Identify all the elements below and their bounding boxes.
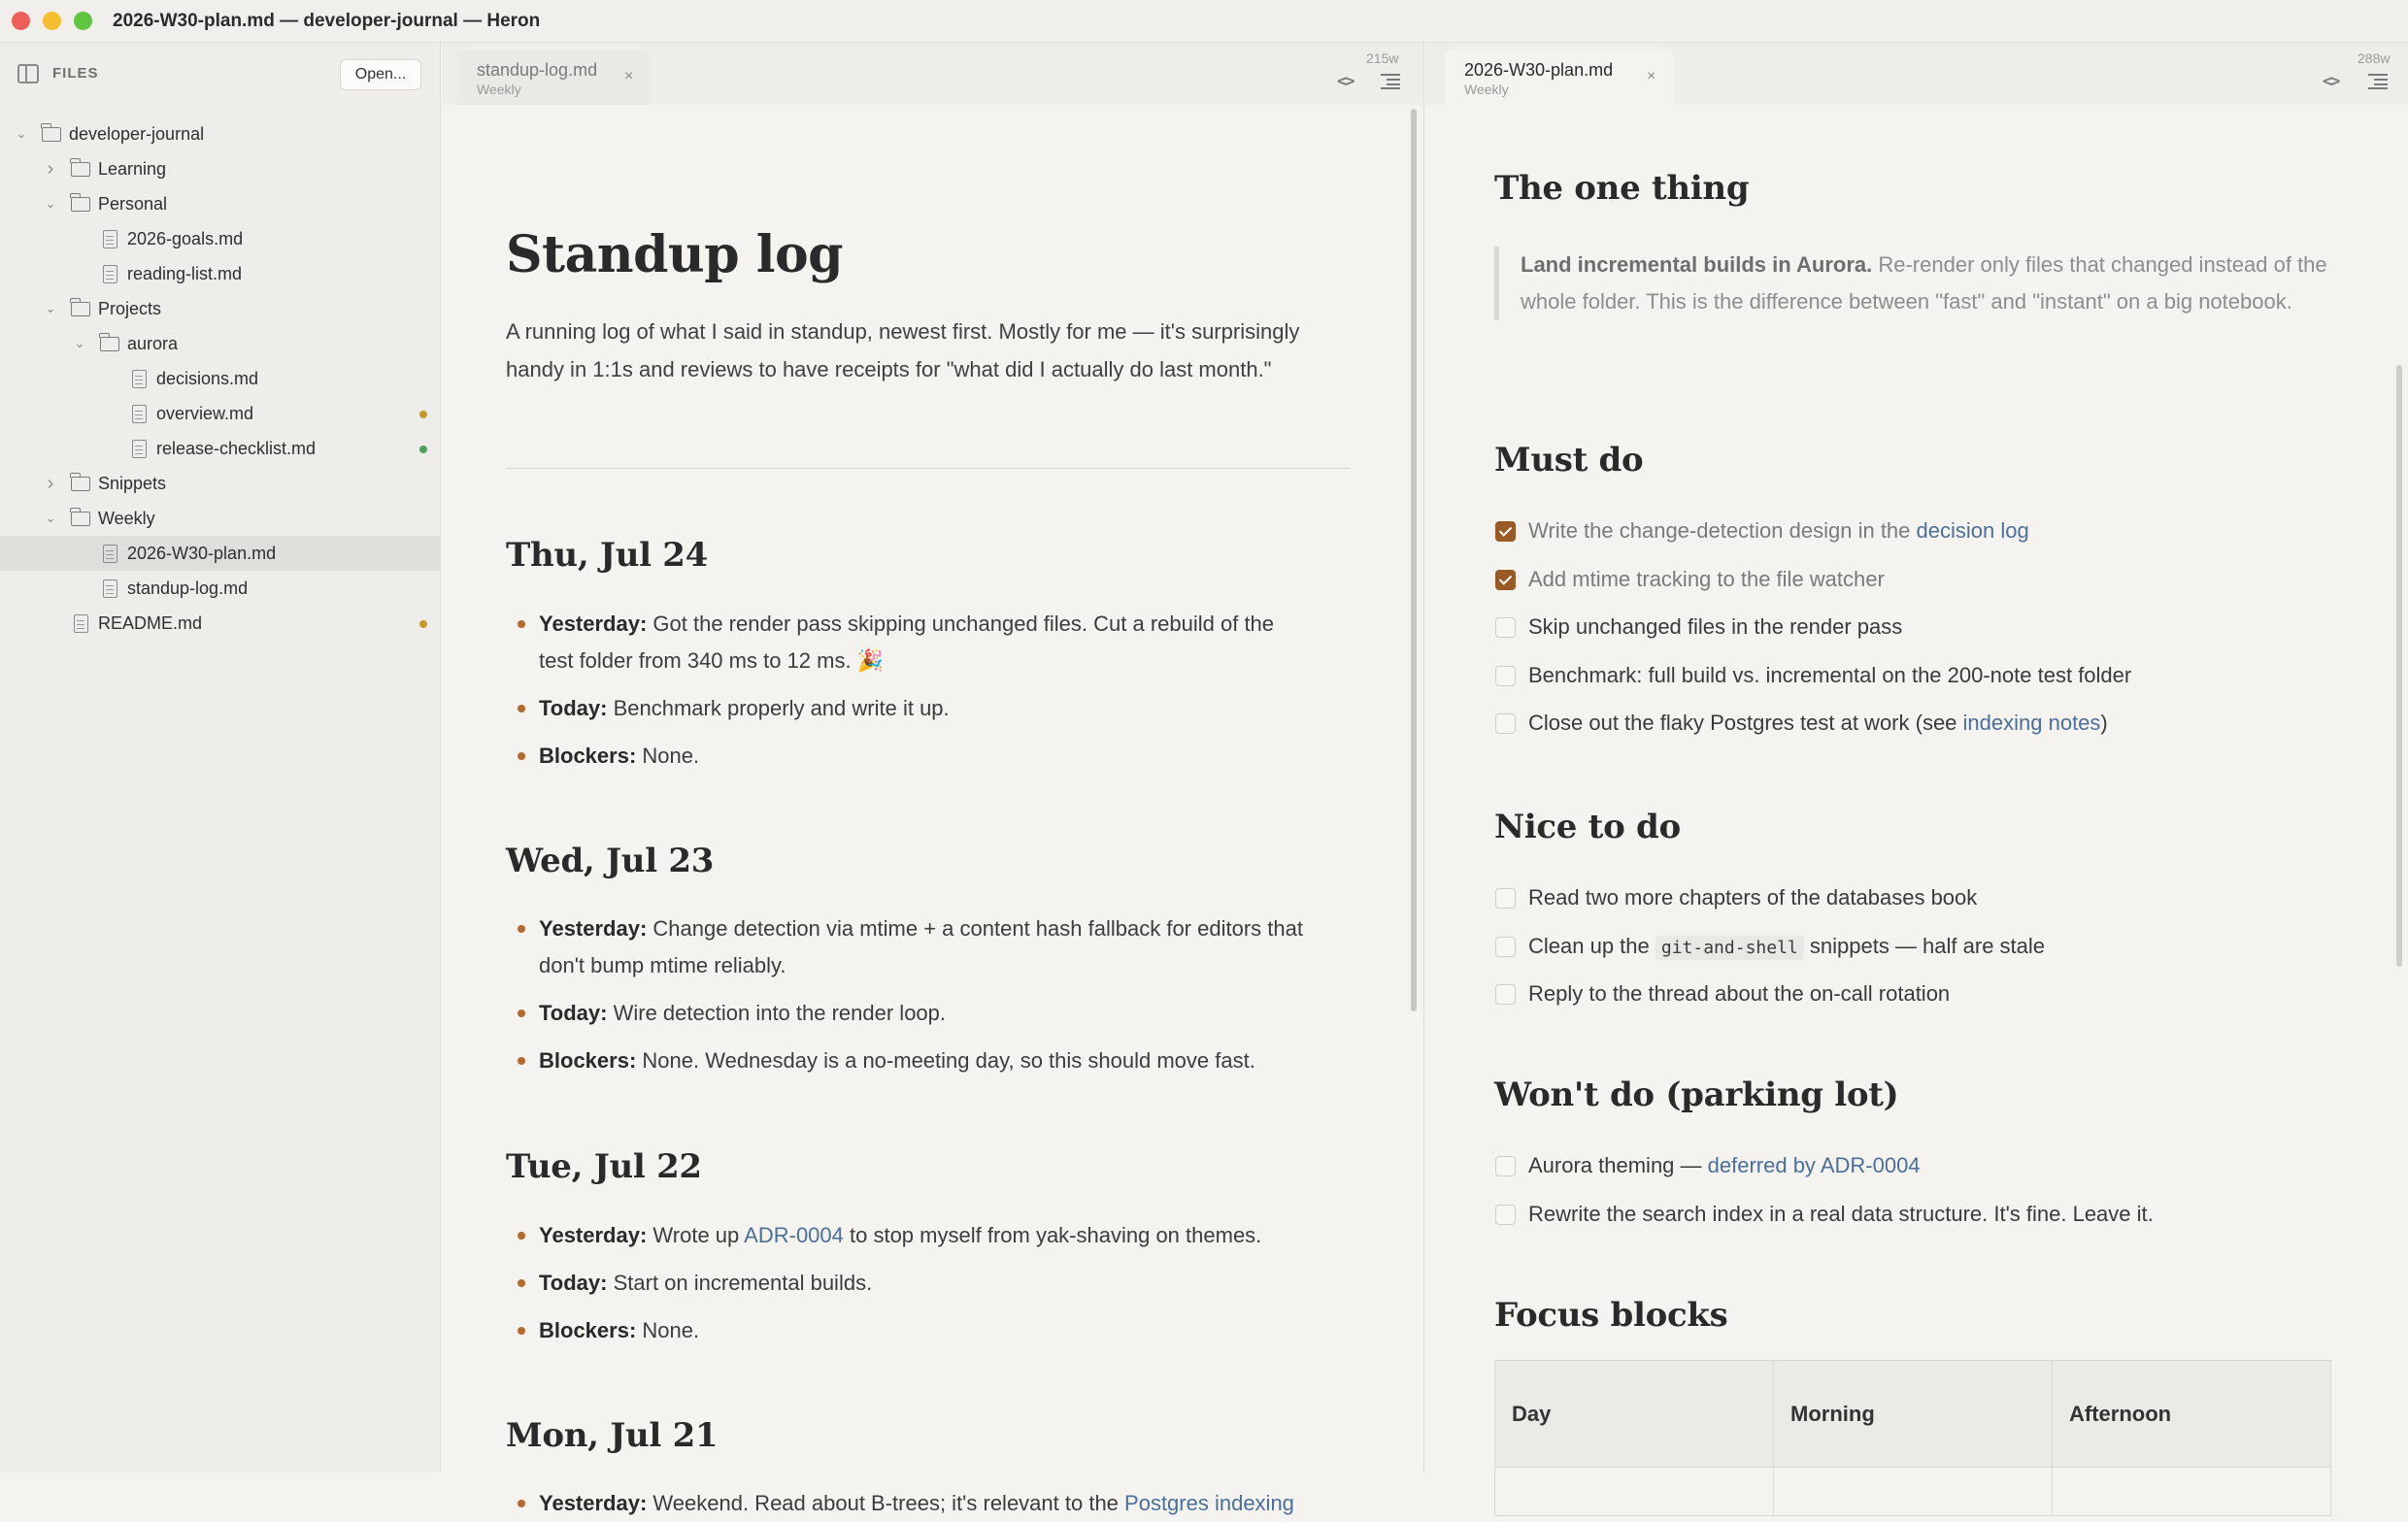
tree-file[interactable]: [0, 571, 441, 606]
task-text-part: Skip unchanged files in the render pass: [1528, 614, 1903, 640]
entry-date: Tue, Jul 22: [506, 1147, 702, 1186]
modified-status-dot: [419, 620, 427, 628]
tab-close-icon[interactable]: ×: [624, 68, 634, 84]
task-text-part: Reply to the thread about the on-call rotation: [1528, 981, 1951, 1007]
tab-bar: [442, 43, 1423, 105]
section-heading: Must do: [1494, 441, 1644, 480]
tree-file[interactable]: [0, 361, 441, 396]
task-checkbox[interactable]: [1495, 617, 1516, 638]
sidebar: [0, 43, 441, 1472]
blockquote: [1494, 247, 2349, 320]
tree-folder[interactable]: [0, 501, 441, 536]
tree-item-label: reading-list.md: [127, 264, 243, 283]
tree-folder[interactable]: [0, 186, 441, 221]
folder-icon: [71, 477, 90, 491]
tab-subtitle: Weekly: [1464, 82, 1509, 97]
task-item: [1495, 1149, 2369, 1182]
bullet-text: Weekend. Read about B-trees; it's relevant to the: [647, 1491, 1125, 1515]
file-icon: [132, 370, 147, 388]
task-text: [1528, 659, 2131, 692]
section-heading: The one thing: [1494, 169, 1750, 208]
task-text-part: snippets — half are stale: [1803, 933, 2046, 958]
entry-date: Thu, Jul 24: [506, 536, 708, 575]
bullet-label: Yesterday:: [539, 916, 648, 941]
source-view-icon[interactable]: <>: [2323, 72, 2339, 91]
tree-item-label: 2026-goals.md: [127, 229, 244, 248]
file-icon: [132, 440, 147, 458]
list-item: [539, 606, 1306, 679]
file-icon: [103, 579, 117, 598]
bullet-text: Benchmark properly and write it up.: [607, 696, 950, 720]
tree-item-label: Weekly: [98, 509, 155, 528]
task-item: [1495, 707, 2369, 740]
task-text: [1528, 514, 2029, 547]
bullet-text: Wrote up: [647, 1223, 745, 1247]
tree-folder[interactable]: [0, 116, 441, 151]
inline-code: git-and-shell: [1656, 936, 1804, 960]
tree-item-label: aurora: [127, 334, 179, 353]
bullet-label: Yesterday:: [539, 1223, 648, 1247]
open-button[interactable]: Open...: [340, 59, 421, 90]
file-tree: [0, 116, 441, 641]
close-window-button[interactable]: [12, 12, 30, 30]
task-text-part: Write the change-detection design in the: [1528, 518, 1917, 543]
modified-status-dot: [419, 411, 427, 418]
task-checkbox-checked[interactable]: [1495, 521, 1516, 542]
chevron-down-icon[interactable]: ⌄: [45, 511, 56, 525]
task-item: [1495, 977, 2369, 1010]
task-item: [1495, 659, 2369, 692]
tree-file[interactable]: [0, 396, 441, 431]
list-item: [539, 690, 1306, 727]
scrollbar[interactable]: [1409, 109, 1419, 1011]
folder-icon: [71, 197, 90, 212]
bullet-text: None.: [636, 1318, 700, 1342]
chevron-down-icon[interactable]: ⌄: [45, 196, 56, 211]
bullet-text: to stop myself from yak-shaving on themes.: [843, 1223, 1262, 1247]
tree-item-label: overview.md: [156, 404, 254, 423]
zoom-window-button[interactable]: [74, 12, 92, 30]
scrollbar-thumb[interactable]: [2396, 365, 2402, 967]
task-text-part: Clean up the: [1528, 933, 1656, 958]
tab-bar: [1425, 43, 2408, 105]
bullet-label: Today:: [539, 696, 608, 720]
outline-icon[interactable]: [2368, 74, 2390, 89]
section-heading: Focus blocks: [1494, 1296, 1728, 1335]
tree-file[interactable]: [0, 256, 441, 291]
title-bar: [0, 0, 2408, 43]
bullet-label: Blockers:: [539, 1048, 637, 1073]
task-checkbox[interactable]: [1495, 937, 1516, 957]
table-header-row: [1495, 1361, 2331, 1468]
task-text-part: Aurora theming —: [1528, 1153, 1708, 1177]
entry-date: Mon, Jul 21: [506, 1416, 719, 1455]
tree-item-label: Learning: [98, 159, 167, 179]
quote-text: Re-render only files that changed instead of the whole folder. This is the difference between "fast" and "instant" on a big notebook.: [1521, 252, 2327, 314]
column-header: Day: [1495, 1361, 1774, 1468]
folder-icon: [71, 162, 90, 177]
folder-icon: [42, 127, 61, 142]
tree-item-label: README.md: [98, 613, 203, 633]
table-cell: [2053, 1468, 2331, 1516]
tree-item-label: standup-log.md: [127, 579, 249, 598]
task-checkbox[interactable]: [1495, 1205, 1516, 1225]
task-checkbox[interactable]: [1495, 888, 1516, 909]
task-text: [1528, 1149, 1921, 1182]
folder-icon: [71, 512, 90, 526]
chevron-right-icon[interactable]: ›: [47, 158, 54, 180]
bullet-label: Yesterday:: [539, 612, 648, 636]
task-item: [1495, 1198, 2369, 1231]
tab-title: standup-log.md: [477, 60, 598, 80]
list-item: [539, 910, 1306, 984]
task-item: [1495, 930, 2369, 963]
bullet-text: None.: [636, 744, 700, 768]
task-text-part: Rewrite the search index in a real data structure. It's fine. Leave it.: [1528, 1201, 2154, 1226]
quote-bold: Land incremental builds in Aurora.: [1521, 252, 1873, 277]
tree-item-label: Projects: [98, 299, 162, 318]
file-icon: [103, 545, 117, 563]
file-icon: [74, 614, 88, 633]
bullet-text: Got the render pass skipping unchanged files. Cut a rebuild of the test folder from 340 ms to 12 ms. 🎉: [539, 612, 1275, 673]
outline-icon[interactable]: [1381, 74, 1402, 89]
bullet-text: Change detection via mtime + a content hash fallback for editors that don't bump mtime reliably.: [539, 916, 1303, 977]
tree-folder[interactable]: [0, 466, 441, 501]
task-checkbox[interactable]: [1495, 666, 1516, 686]
word-count: 288w: [2358, 50, 2391, 66]
bullet-label: Blockers:: [539, 744, 637, 768]
intro-paragraph: A running log of what I said in standup, newest first. Mostly for me — it's surprisingly handy in 1:1s and reviews to have receipts for "what did I actually do last month.": [506, 319, 1300, 381]
bullet-label: Yesterday:: [539, 1491, 648, 1515]
tab-2026-w30-plan[interactable]: [1445, 50, 1674, 105]
tree-folder[interactable]: [0, 291, 441, 326]
task-checkbox[interactable]: [1495, 1156, 1516, 1176]
window-title: 2026-W30-plan.md — developer-journal — Heron: [113, 11, 541, 31]
bullet-text: None. Wednesday is a no-meeting day, so this should move fast.: [636, 1048, 1255, 1073]
tab-title: 2026-W30-plan.md: [1464, 60, 1614, 80]
task-link[interactable]: decision log: [1916, 518, 2029, 543]
tree-file[interactable]: [0, 606, 441, 641]
tree-file[interactable]: [0, 221, 441, 256]
task-text-part: ): [2100, 711, 2108, 736]
bullet-label: Blockers:: [539, 1318, 637, 1342]
tab-standup-log[interactable]: [457, 50, 650, 105]
task-text: [1528, 977, 1950, 1010]
bullet-label: Today:: [539, 1271, 608, 1295]
file-icon: [132, 405, 147, 423]
adr-link[interactable]: ADR-0004: [744, 1223, 844, 1247]
table-cell: [1774, 1468, 2053, 1516]
task-item: [1495, 514, 2369, 547]
source-view-icon[interactable]: <>: [1337, 72, 1354, 91]
list-item: [539, 1265, 1306, 1302]
task-link[interactable]: deferred by ADR-0004: [1707, 1153, 1921, 1177]
task-checkbox-checked[interactable]: [1495, 570, 1516, 590]
chevron-down-icon[interactable]: ⌄: [16, 126, 27, 141]
modified-status-dot: [419, 446, 427, 453]
column-header: Morning: [1774, 1361, 2053, 1468]
task-text: [1528, 930, 2045, 965]
chevron-down-icon[interactable]: ⌄: [74, 336, 85, 350]
list-item: [539, 738, 1306, 775]
folder-icon: [100, 337, 119, 351]
tree-file[interactable]: [0, 536, 441, 571]
task-text: [1528, 611, 1902, 644]
chevron-right-icon[interactable]: ›: [47, 473, 54, 494]
file-icon: [103, 230, 117, 248]
entry-date: Wed, Jul 23: [506, 842, 715, 880]
editor-pane-right: [1425, 43, 2408, 1472]
task-text: [1528, 707, 2108, 740]
section-heading: Nice to do: [1494, 808, 1681, 846]
column-header: Afternoon: [2053, 1361, 2331, 1468]
task-text: [1528, 881, 1977, 914]
files-label: FILES: [52, 65, 99, 82]
tree-folder[interactable]: [0, 151, 441, 186]
task-text-part: Add mtime tracking to the file watcher: [1528, 566, 1885, 591]
task-text: [1528, 563, 1885, 596]
divider: [506, 468, 1351, 469]
scrollbar-thumb[interactable]: [1411, 109, 1417, 1011]
list-item: [539, 1217, 1325, 1254]
editor-pane-left: [442, 43, 1424, 1515]
tree-item-label: 2026-W30-plan.md: [127, 544, 277, 563]
tab-subtitle: Weekly: [477, 82, 521, 97]
task-text: [1528, 1198, 2154, 1231]
list-item: [539, 1312, 1306, 1349]
bullet-text: Start on incremental builds.: [607, 1271, 873, 1295]
sidebar-toggle-icon[interactable]: [17, 64, 39, 83]
task-item: [1495, 611, 2369, 644]
tree-item-label: developer-journal: [69, 124, 205, 144]
list-item: [539, 1485, 1393, 1522]
bullet-text: Wire detection into the render loop.: [607, 1001, 947, 1025]
task-text-part: Close out the flaky Postgres test at work (see: [1528, 711, 1963, 736]
chevron-down-icon[interactable]: ⌄: [45, 301, 56, 315]
table-row: [1495, 1468, 2331, 1516]
task-text-part: Read two more chapters of the databases book: [1528, 885, 1978, 910]
tree-folder[interactable]: [0, 326, 441, 361]
page-title: Standup log: [506, 225, 843, 284]
task-item: [1495, 881, 2369, 914]
tree-item-label: Snippets: [98, 474, 167, 493]
task-item: [1495, 563, 2369, 596]
task-checkbox[interactable]: [1495, 984, 1516, 1005]
list-item: [539, 1042, 1325, 1079]
sidebar-header: [0, 43, 441, 107]
table-cell: [1495, 1468, 1774, 1516]
word-count: 215w: [1366, 50, 1399, 66]
folder-icon: [71, 302, 90, 316]
bullet-label: Today:: [539, 1001, 608, 1025]
file-icon: [103, 265, 117, 283]
task-link[interactable]: indexing notes: [1962, 711, 2101, 736]
section-heading: Won't do (parking lot): [1494, 1075, 1899, 1114]
postgres-indexing-link[interactable]: Postgres indexing: [1124, 1491, 1294, 1515]
tree-item-label: release-checklist.md: [156, 439, 317, 458]
list-item: [539, 995, 1306, 1032]
minimize-window-button[interactable]: [43, 12, 61, 30]
task-checkbox[interactable]: [1495, 713, 1516, 734]
focus-blocks-table: [1494, 1360, 2331, 1516]
tab-close-icon[interactable]: ×: [1647, 68, 1656, 84]
tree-item-label: Personal: [98, 194, 168, 214]
tree-file[interactable]: [0, 431, 441, 466]
tree-item-label: decisions.md: [156, 369, 259, 388]
task-text-part: Benchmark: full build vs. incremental on the 200-note test folder: [1528, 662, 2132, 687]
